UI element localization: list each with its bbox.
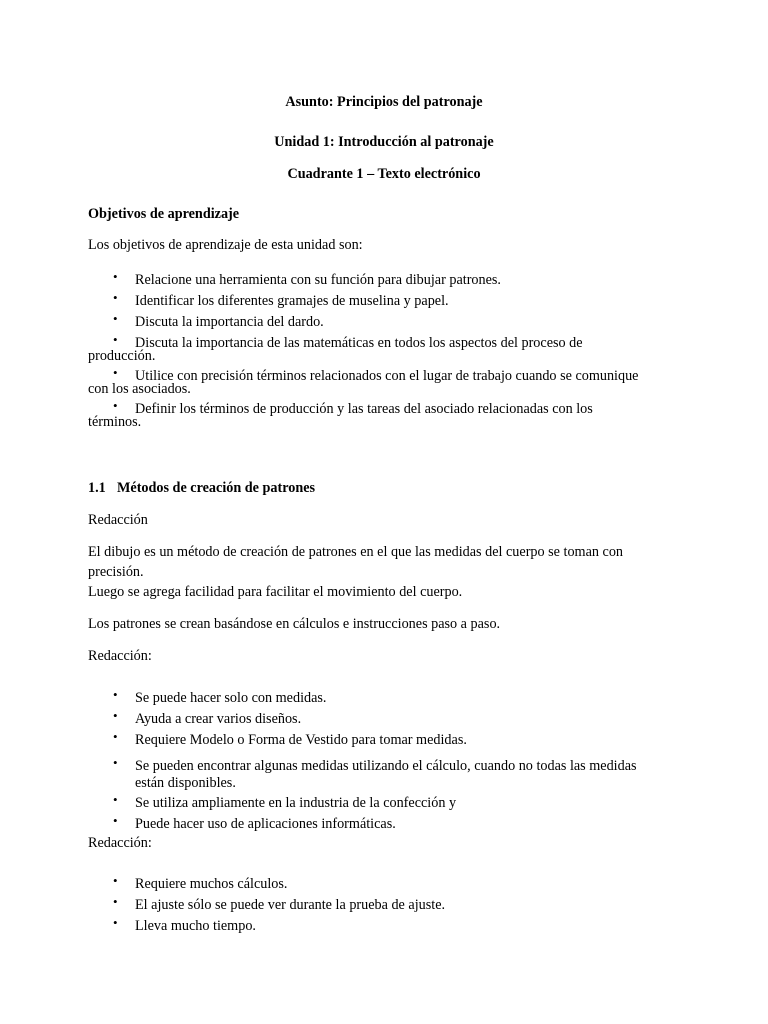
objective-item-line1: Utilice con precisión términos relacionados con el lugar de trabajo cuando se comunique xyxy=(135,368,639,384)
bullet-icon: • xyxy=(113,269,118,284)
bullet-icon: • xyxy=(113,873,118,888)
paragraph: Los patrones se crean basándose en cálculos e instrucciones paso a paso. xyxy=(88,616,501,632)
subject-title: Asunto: Principios del patronaje xyxy=(285,94,483,110)
bullet-icon: • xyxy=(113,729,118,744)
paragraph-line: El dibujo es un método de creación de patrones en el que las medidas del cuerpo se toman con xyxy=(88,544,624,560)
objective-item-line2: términos. xyxy=(88,414,142,430)
objective-item: Relacione una herramienta con su función para dibujar patrones. xyxy=(135,272,501,288)
bullet-icon: • xyxy=(113,398,118,413)
advantages-label: Redacción: xyxy=(88,648,152,664)
advantage-item-line2: están disponibles. xyxy=(135,775,236,791)
bullet-icon: • xyxy=(113,755,118,770)
disadvantage-item: El ajuste sólo se puede ver durante la prueba de ajuste. xyxy=(135,897,446,913)
disadvantage-item: Lleva mucho tiempo. xyxy=(135,918,256,934)
drafting-label: Redacción xyxy=(88,512,148,528)
objective-item-line2: producción. xyxy=(88,348,156,364)
objective-item-line1: Definir los términos de producción y las tareas del asociado relacionadas con los xyxy=(135,401,593,417)
advantage-item: Se puede hacer solo con medidas. xyxy=(135,690,327,706)
bullet-icon: • xyxy=(113,290,118,305)
unit-title: Unidad 1: Introducción al patronaje xyxy=(274,134,494,150)
bullet-icon: • xyxy=(113,365,118,380)
advantage-item-line1: Se pueden encontrar algunas medidas utilizando el cálculo, cuando no todas las medidas xyxy=(135,758,637,774)
objectives-intro: Los objetivos de aprendizaje de esta unidad son: xyxy=(88,237,363,253)
objective-item-line1: Discuta la importancia de las matemáticas en todos los aspectos del proceso de xyxy=(135,335,583,351)
bullet-icon: • xyxy=(113,332,118,347)
advantage-item: Requiere Modelo o Forma de Vestido para tomar medidas. xyxy=(135,732,467,748)
section-number: 1.1 xyxy=(88,480,106,496)
bullet-icon: • xyxy=(113,813,118,828)
bullet-icon: • xyxy=(113,708,118,723)
objective-item: Discuta la importancia del dardo. xyxy=(135,314,324,330)
objectives-heading: Objetivos de aprendizaje xyxy=(88,206,240,222)
bullet-icon: • xyxy=(113,792,118,807)
paragraph-line: precisión. xyxy=(88,564,144,580)
bullet-icon: • xyxy=(113,915,118,930)
bullet-icon: • xyxy=(113,894,118,909)
section-title: Métodos de creación de patrones xyxy=(117,480,316,496)
disadvantages-label: Redacción: xyxy=(88,835,152,851)
quadrant-title: Cuadrante 1 – Texto electrónico xyxy=(287,166,481,182)
objective-item-line2: con los asociados. xyxy=(88,381,191,397)
advantage-item: Puede hacer uso de aplicaciones informáticas. xyxy=(135,816,396,832)
paragraph: Luego se agrega facilidad para facilitar el movimiento del cuerpo. xyxy=(88,584,463,600)
disadvantage-item: Requiere muchos cálculos. xyxy=(135,876,288,892)
bullet-icon: • xyxy=(113,687,118,702)
bullet-icon: • xyxy=(113,311,118,326)
objective-item: Identificar los diferentes gramajes de muselina y papel. xyxy=(135,293,449,309)
advantage-item: Se utiliza ampliamente en la industria de la confección y xyxy=(135,795,457,811)
advantage-item: Ayuda a crear varios diseños. xyxy=(135,711,302,727)
